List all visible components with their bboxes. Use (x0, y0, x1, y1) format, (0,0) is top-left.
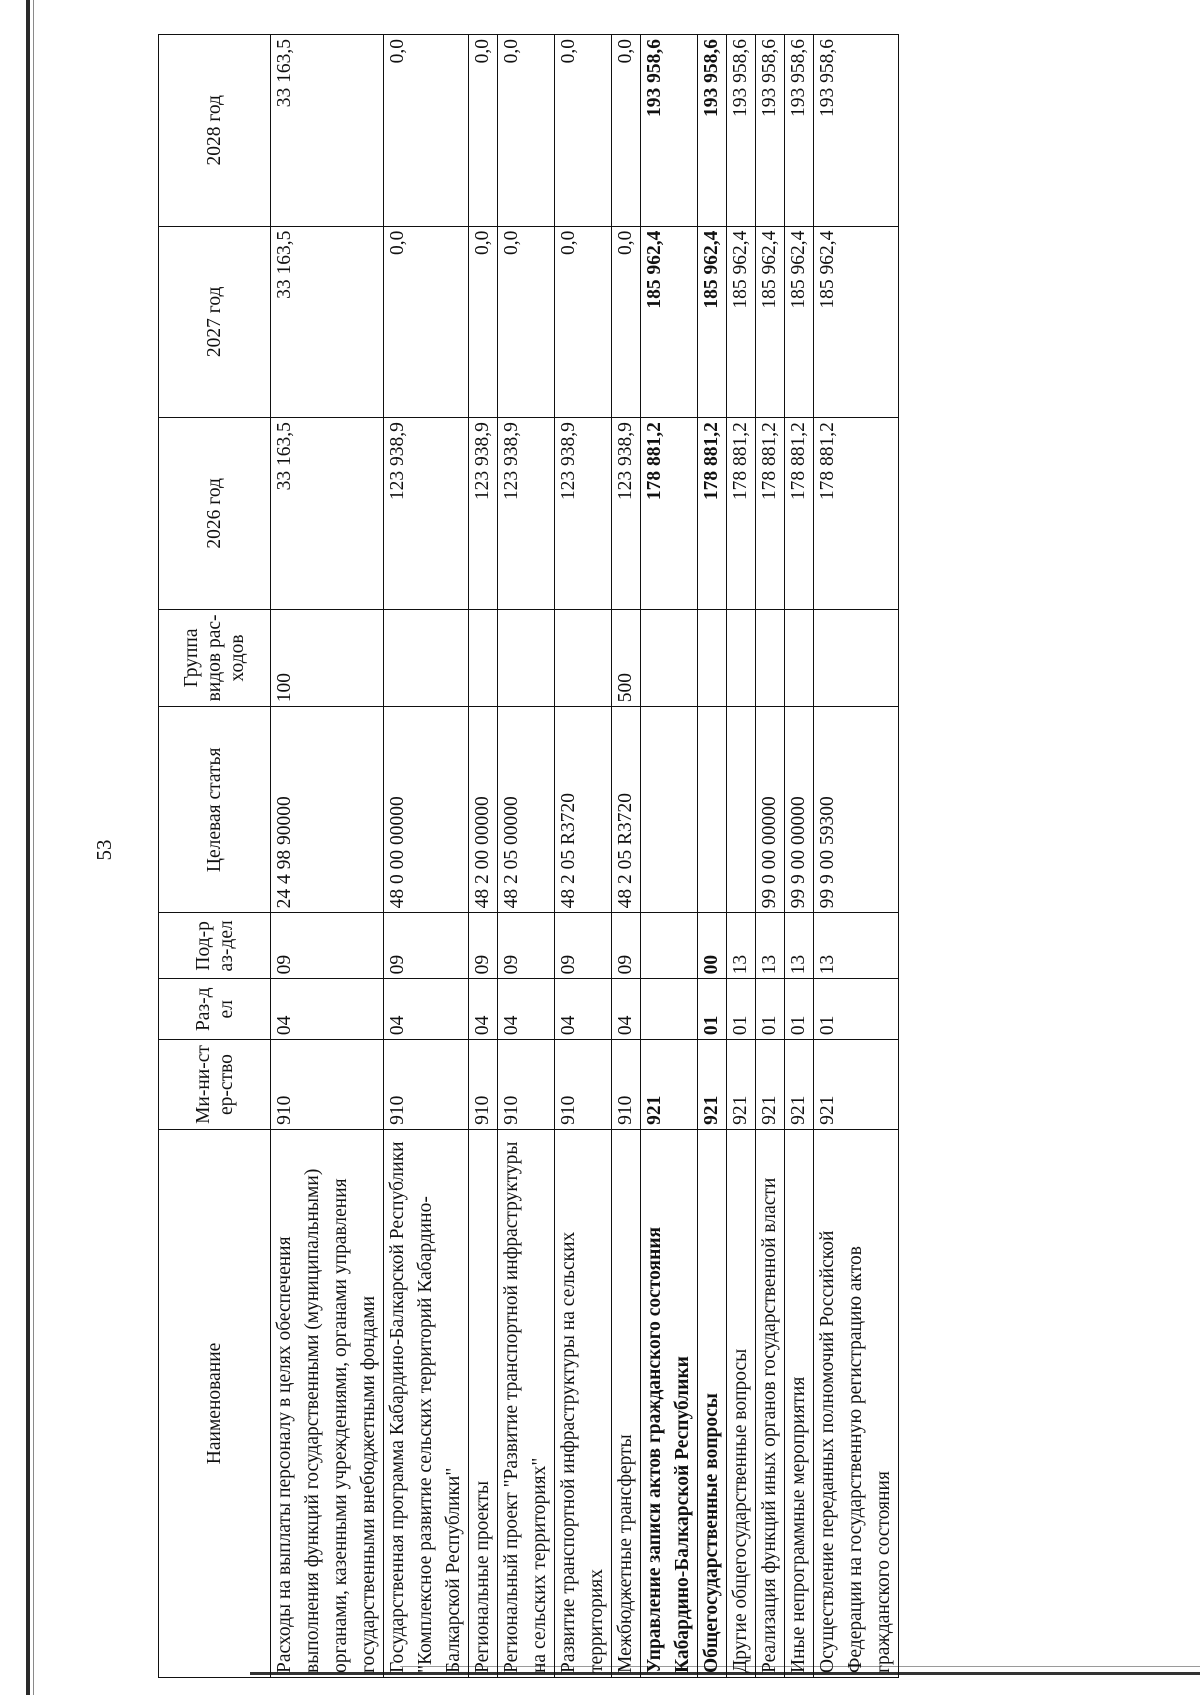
header-2027: 2027 год (159, 226, 271, 418)
row-expense-group (469, 609, 498, 707)
table-row (384, 35, 469, 1678)
row-value-2026: 123 938,9 (555, 418, 612, 610)
row-value-2028: 193 958,6 (641, 35, 698, 227)
row-subsection: 09 (555, 913, 612, 979)
row-value-2028: 33 163,5 (271, 35, 384, 227)
row-section: 04 (384, 979, 469, 1040)
row-target-article: 99 9 00 59300 (814, 707, 899, 913)
row-value-2028: 193 958,6 (814, 35, 899, 227)
row-value-2026: 123 938,9 (469, 418, 498, 610)
row-value-2026: 178 881,2 (727, 418, 756, 610)
row-value-2026: 178 881,2 (785, 418, 814, 610)
row-section (641, 979, 698, 1040)
row-section: 04 (612, 979, 641, 1040)
page-number: 53 (92, 839, 116, 861)
row-value-2026: 33 163,5 (271, 418, 384, 610)
row-subsection: 09 (498, 913, 555, 979)
row-value-2027: 0,0 (555, 226, 612, 418)
row-ministry: 921 (785, 1040, 814, 1130)
row-expense-group (555, 609, 612, 707)
row-value-2028: 193 958,6 (756, 35, 785, 227)
table-header-row (159, 35, 271, 1678)
row-target-article: 48 0 00 00000 (384, 707, 469, 913)
table-row (785, 35, 814, 1678)
header-target-article: Целевая статья (159, 707, 271, 913)
table-row (727, 35, 756, 1678)
row-name: Реализация функций иных органов государственной власти (756, 1129, 785, 1677)
row-section: 01 (814, 979, 899, 1040)
row-value-2027: 185 962,4 (641, 226, 698, 418)
header-2026: 2026 год (159, 418, 271, 610)
row-target-article (727, 707, 756, 913)
row-value-2026: 178 881,2 (756, 418, 785, 610)
row-value-2028: 193 958,6 (727, 35, 756, 227)
row-subsection: 13 (814, 913, 899, 979)
row-value-2026: 123 938,9 (498, 418, 555, 610)
row-value-2027: 185 962,4 (756, 226, 785, 418)
row-expense-group (641, 609, 698, 707)
row-section: 01 (727, 979, 756, 1040)
row-value-2027: 185 962,4 (814, 226, 899, 418)
row-subsection: 09 (271, 913, 384, 979)
header-expense-group: Группа видов рас-ходов (159, 609, 271, 707)
row-value-2026: 123 938,9 (612, 418, 641, 610)
row-value-2026: 178 881,2 (698, 418, 727, 610)
table-row (756, 35, 785, 1678)
row-target-article: 48 2 00 00000 (469, 707, 498, 913)
table-row (612, 35, 641, 1678)
row-section: 01 (785, 979, 814, 1040)
row-name: Осуществление переданных полномочий Российской Федерации на государственную регистрацию актов гражданского состояния (814, 1129, 899, 1677)
row-target-article (641, 707, 698, 913)
row-ministry: 910 (384, 1040, 469, 1130)
row-expense-group (498, 609, 555, 707)
row-expense-group (814, 609, 899, 707)
header-subsection: Под-раз-дел (159, 913, 271, 979)
row-section: 04 (469, 979, 498, 1040)
row-name: Расходы на выплаты персоналу в целях обеспечения выполнения функций государственными (муниципальными) органами, казенными учреждениями, органами управления государственными внебюджетными фондами (271, 1129, 384, 1677)
row-name: Региональные проекты (469, 1129, 498, 1677)
table-row (814, 35, 899, 1678)
row-target-article: 48 2 05 R3720 (555, 707, 612, 913)
table-row (271, 35, 384, 1678)
left-border-line-thin (33, 0, 34, 1695)
row-value-2026: 123 938,9 (384, 418, 469, 610)
row-ministry: 910 (612, 1040, 641, 1130)
row-expense-group (384, 609, 469, 707)
budget-table (158, 34, 899, 1678)
row-value-2027: 0,0 (498, 226, 555, 418)
row-target-article: 48 2 05 00000 (498, 707, 555, 913)
row-subsection: 09 (384, 913, 469, 979)
row-ministry: 921 (814, 1040, 899, 1130)
row-ministry: 921 (756, 1040, 785, 1130)
header-ministry: Ми-ни-стер-ство (159, 1040, 271, 1130)
row-target-article: 48 2 05 R3720 (612, 707, 641, 913)
row-value-2026: 178 881,2 (641, 418, 698, 610)
row-subsection: 13 (785, 913, 814, 979)
left-border-line (26, 0, 30, 1695)
row-ministry: 921 (641, 1040, 698, 1130)
row-expense-group (756, 609, 785, 707)
row-value-2028: 193 958,6 (785, 35, 814, 227)
row-ministry: 910 (469, 1040, 498, 1130)
row-subsection: 13 (727, 913, 756, 979)
row-section: 04 (271, 979, 384, 1040)
row-value-2027: 185 962,4 (785, 226, 814, 418)
row-value-2027: 33 163,5 (271, 226, 384, 418)
row-target-article (698, 707, 727, 913)
table-row (498, 35, 555, 1678)
table-row (641, 35, 698, 1678)
row-value-2027: 0,0 (612, 226, 641, 418)
row-subsection: 00 (698, 913, 727, 979)
row-value-2028: 0,0 (469, 35, 498, 227)
row-name: Развитие транспортной инфраструктуры на сельских территориях (555, 1129, 612, 1677)
row-name: Межбюджетные трансферты (612, 1129, 641, 1677)
row-subsection: 09 (469, 913, 498, 979)
row-value-2028: 0,0 (384, 35, 469, 227)
table-body (271, 35, 899, 1678)
row-name: Региональный проект "Развитие транспортной инфраструктуры на сельских территориях" (498, 1129, 555, 1677)
row-expense-group: 500 (612, 609, 641, 707)
header-name: Наименование (159, 1129, 271, 1677)
row-expense-group: 100 (271, 609, 384, 707)
budget-table-rotated (158, 34, 930, 1678)
row-name: Управление записи актов гражданского состояния Кабардино-Балкарской Республики (641, 1129, 698, 1677)
row-name: Общегосударственные вопросы (698, 1129, 727, 1677)
row-expense-group (727, 609, 756, 707)
row-value-2027: 185 962,4 (698, 226, 727, 418)
row-value-2028: 0,0 (555, 35, 612, 227)
row-value-2028: 0,0 (612, 35, 641, 227)
row-value-2027: 0,0 (469, 226, 498, 418)
table-row (555, 35, 612, 1678)
row-ministry: 910 (555, 1040, 612, 1130)
row-value-2028: 193 958,6 (698, 35, 727, 227)
row-target-article: 99 9 00 00000 (785, 707, 814, 913)
row-target-article: 99 0 00 00000 (756, 707, 785, 913)
row-name: Другие общегосударственные вопросы (727, 1129, 756, 1677)
row-value-2026: 178 881,2 (814, 418, 899, 610)
row-subsection: 09 (612, 913, 641, 979)
row-name: Государственная программа Кабардино-Балкарской Республики "Комплексное развитие сельских территорий Кабардино-Балкарской Республики" (384, 1129, 469, 1677)
header-section: Раз-дел (159, 979, 271, 1040)
row-section: 04 (498, 979, 555, 1040)
row-section: 01 (698, 979, 727, 1040)
header-2028: 2028 год (159, 35, 271, 227)
row-ministry: 921 (698, 1040, 727, 1130)
row-expense-group (785, 609, 814, 707)
row-ministry: 910 (498, 1040, 555, 1130)
row-ministry: 910 (271, 1040, 384, 1130)
table-row (469, 35, 498, 1678)
row-section: 04 (555, 979, 612, 1040)
row-expense-group (698, 609, 727, 707)
row-section: 01 (756, 979, 785, 1040)
table-row (698, 35, 727, 1678)
row-subsection (641, 913, 698, 979)
row-value-2027: 185 962,4 (727, 226, 756, 418)
row-target-article: 24 4 98 90000 (271, 707, 384, 913)
row-ministry: 921 (727, 1040, 756, 1130)
row-value-2028: 0,0 (498, 35, 555, 227)
row-value-2027: 0,0 (384, 226, 469, 418)
row-name: Иные непрограммные мероприятия (785, 1129, 814, 1677)
row-subsection: 13 (756, 913, 785, 979)
